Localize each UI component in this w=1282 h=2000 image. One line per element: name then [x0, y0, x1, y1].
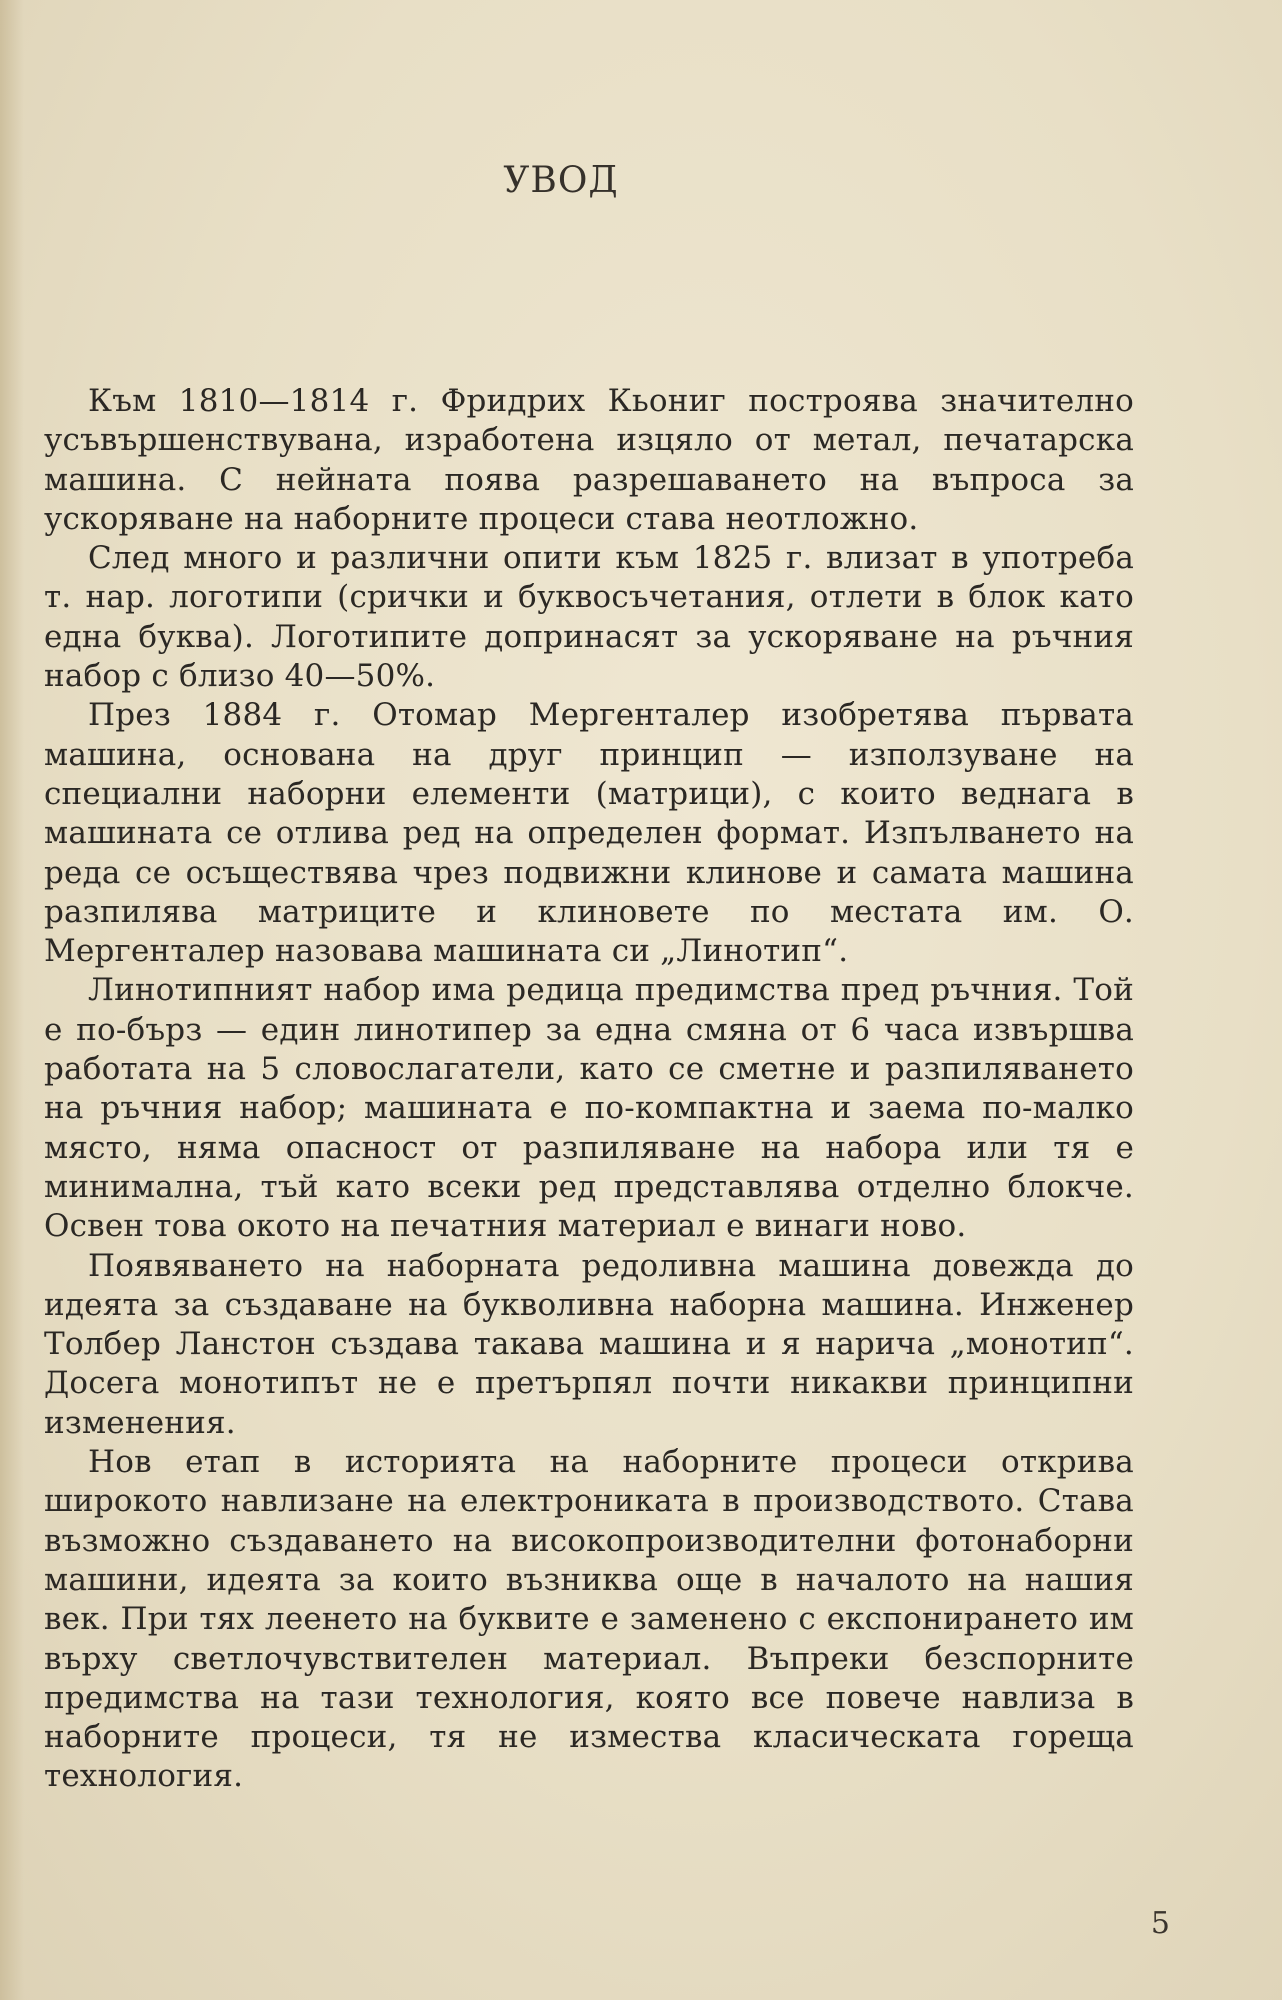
paragraph-1: Към 1810—1814 г. Фридрих Кьониг построява значително усъвършенствувана, изработена изцяло от метал, печатарска машина. С нейната поява разрешаването на въпроса за ускоряване на наборните процеси става неотложно.	[44, 383, 1134, 537]
paragraph-4: Линотипният набор има редица предимства пред ръчния. Той е по-бърз — един линотипер за една смяна от 6 часа извършва работата на 5 словослагатели, като се сметне и разпиляването на ръчния набор; машината е по-компактна и заема по-малко място, няма опасност от разпиляване на набора или тя е минимална, тъй като всеки ред представлява отделно блокче. Освен това окото на печатния материал е винаги ново.	[44, 972, 1134, 1245]
paragraph-5: Появяването на наборната редоливна машина довежда до идеята за създаване на букволивна наборна машина. Инженер Толбер Ланстон създава такава машина и я нарича „монотип“. Досега монотипът не е претърпял почти никакви принципни изменения.	[44, 1247, 1134, 1441]
page-gutter-shadow	[0, 0, 24, 2000]
body-text	[44, 382, 1134, 1797]
paragraph-6: Нов етап в историята на наборните процеси открива широкото навлизане на електрониката в производството. Става възможно създаването на високопроизводителни фотонаборни машини, идеята за които възниква още в началото на нашия век. При тях леенето на буквите е заменено с експонирането им върху светлочувствителен материал. Въпреки безспорните предимства на тази технология, която все повече навлиза в наборните процеси, тя не измества класическата гореща технология.	[44, 1444, 1134, 1795]
page-number: 5	[1150, 1906, 1170, 1941]
chapter-title: УВОД	[503, 160, 619, 201]
paragraph-2: След много и различни опити към 1825 г. влизат в употреба т. нар. логотипи (срички и буквосъчетания, отлети в блок като една буква). Логотипите допринасят за ускоряване на ръчния набор с близо 40—50%.	[44, 540, 1134, 695]
paragraph-3: През 1884 г. Отомар Мергенталер изобретява първата машина, основана на друг принцип — използуване на специални наборни елементи (матрици), с които веднага в машината се отлива ред на определен формат. Изпълването на реда се осъществява чрез подвижни клинове и самата машина разпилява матриците и клиновете по местата им. О. Мергенталер назовава машината си „Линотип“.	[44, 697, 1134, 970]
